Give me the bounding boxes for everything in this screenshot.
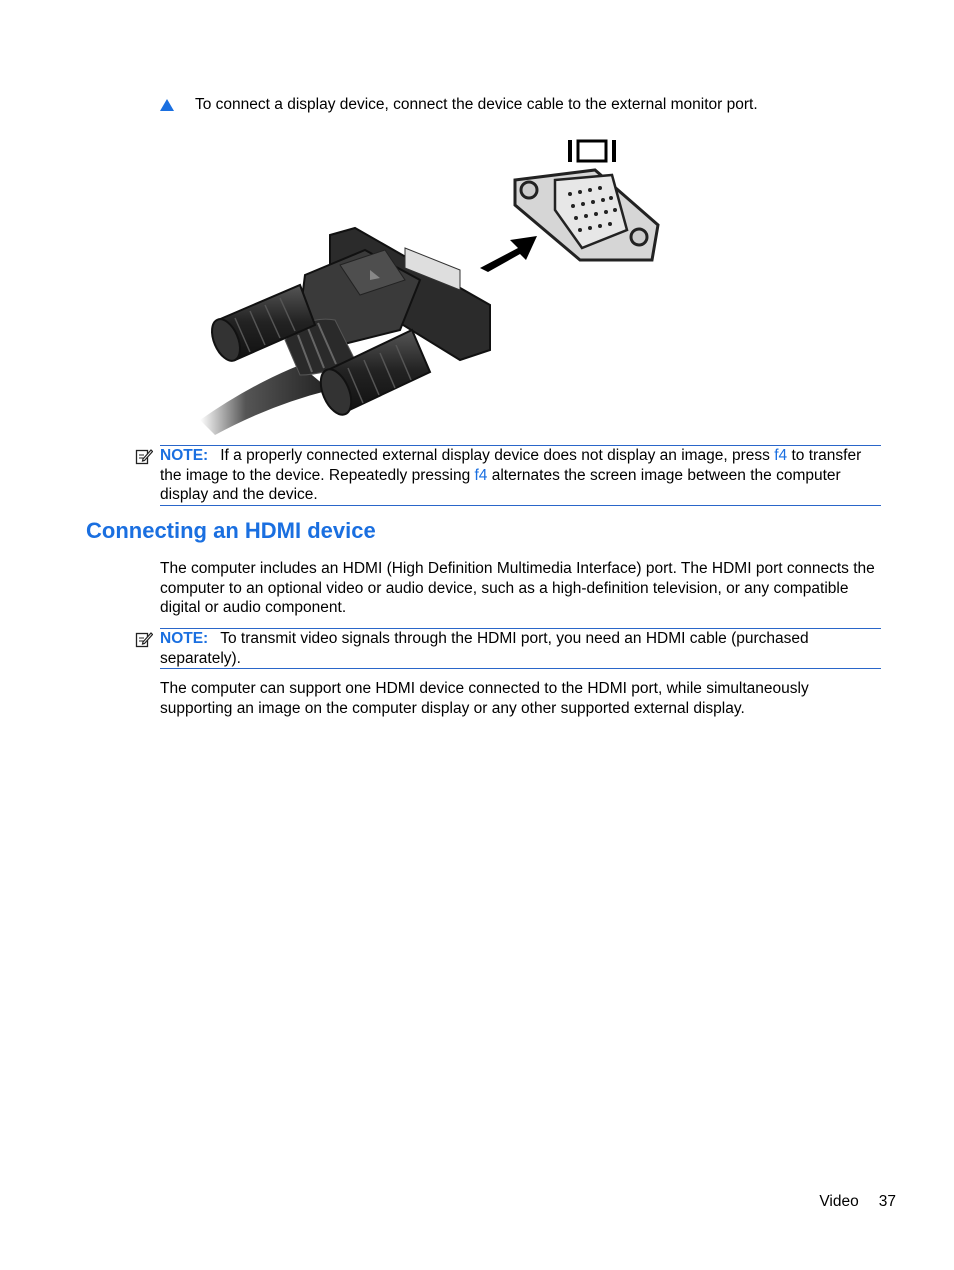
vga-port <box>515 170 658 260</box>
note-pencil-icon <box>135 630 153 648</box>
note-pencil-icon <box>135 447 153 465</box>
footer-section: Video <box>819 1193 859 1210</box>
insert-arrow-icon <box>480 236 537 272</box>
triangle-bullet-icon <box>160 99 174 111</box>
note-text-part2: to transfer the image to the device. Repeatedly pressing <box>160 447 862 484</box>
hdmi-paragraph-2: The computer can support one HDMI device connected to the HDMI port, while simultaneously supporting an image on the computer display or any other supported external display. <box>160 680 809 717</box>
section-heading: Connecting an HDMI device <box>86 518 376 543</box>
vga-connection-illustration <box>190 130 670 435</box>
note-f4 <box>160 445 881 506</box>
hdmi-paragraph-1: The computer includes an HDMI (High Definition Multimedia Interface) port. The HDMI port connects the computer to an optional video or audio device, such as a high-definition television, or any compatible digital or audio component. <box>160 560 875 616</box>
note-text-part3: alternates the screen image between the computer display and the device. <box>160 466 841 503</box>
step-text: To connect a display device, connect the device cable to the external monitor port. <box>195 96 758 113</box>
note-hdmi-cable <box>160 628 881 669</box>
note-label: NOTE: <box>160 447 209 464</box>
f4-key-link[interactable]: f4 <box>774 447 788 464</box>
page-number: 37 <box>878 1193 896 1210</box>
f4-key-link[interactable]: f4 <box>474 466 488 484</box>
note-text-part1: If a properly connected external display device does not display an image, press <box>220 447 775 464</box>
monitor-port-symbol-icon <box>568 140 616 162</box>
page-footer <box>819 1193 896 1211</box>
note-text: To transmit video signals through the HDMI port, you need an HDMI cable (purchased separately). <box>160 630 809 667</box>
note-label: NOTE: <box>160 630 209 647</box>
